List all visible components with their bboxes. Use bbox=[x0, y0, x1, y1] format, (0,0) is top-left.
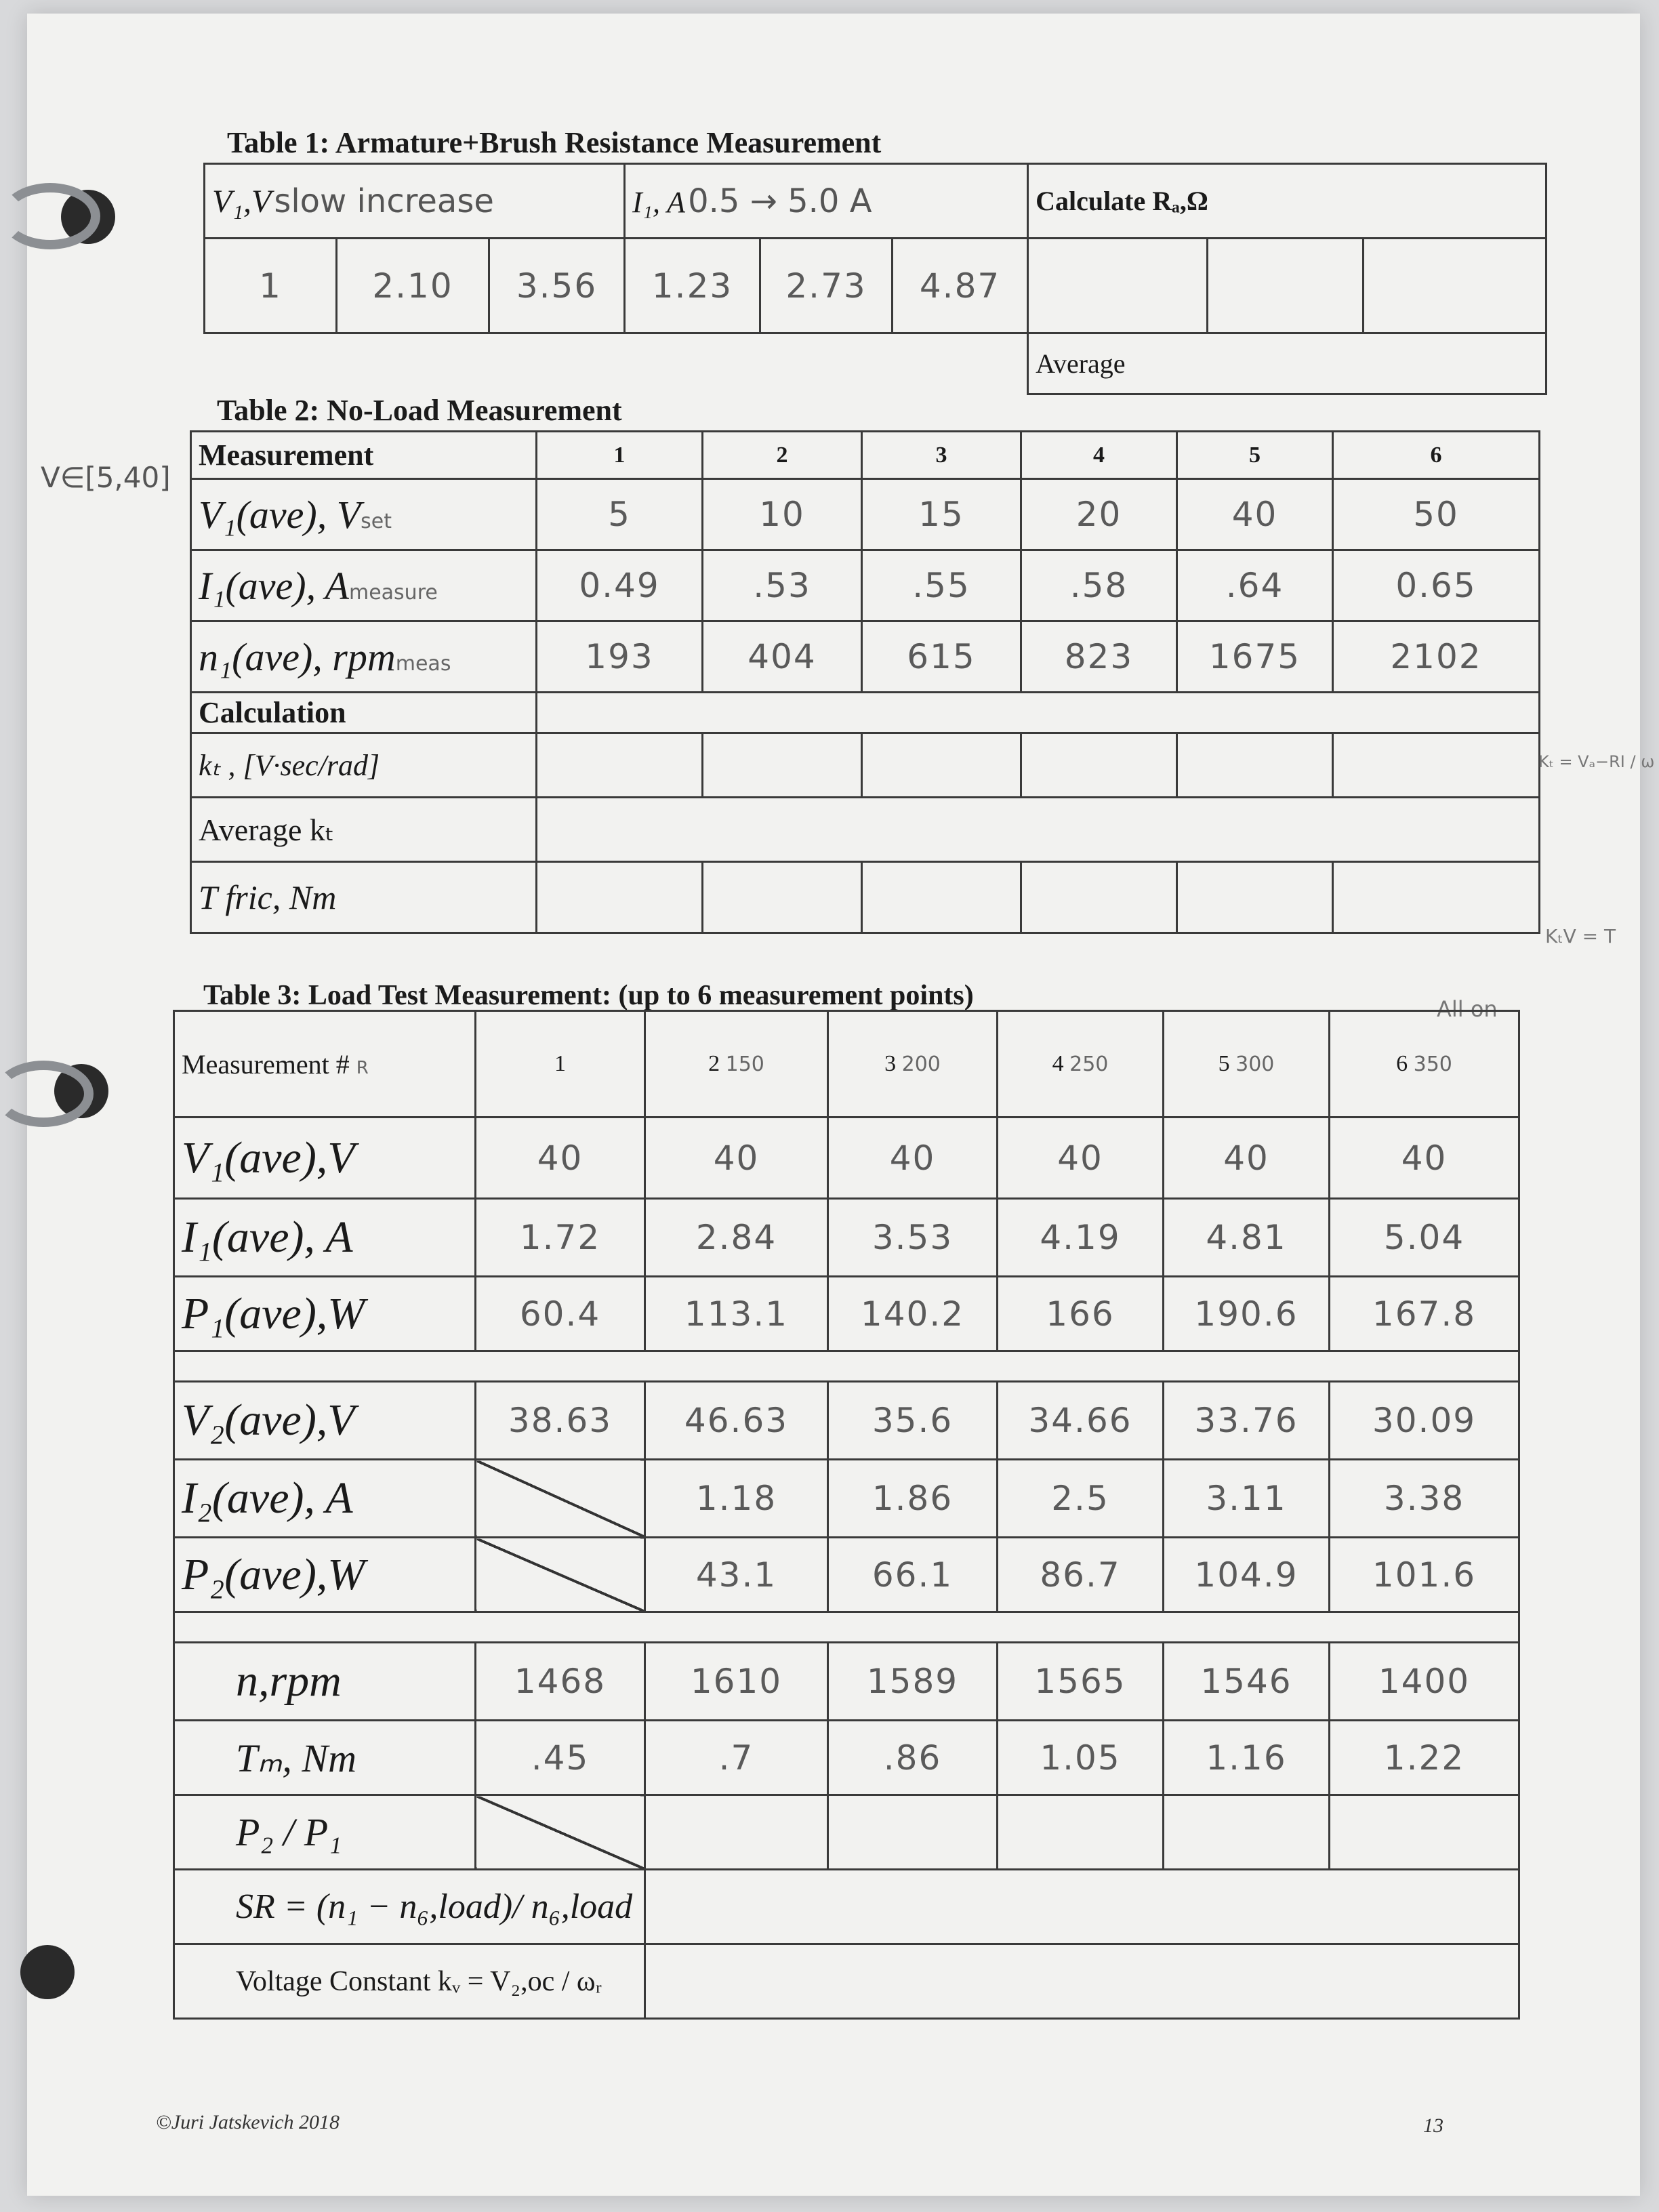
table3-kv-label: Voltage Constant kᵥ = V₂,oc / ωᵣ bbox=[174, 1944, 645, 2019]
table2-formula-note: Kₜ = Vₐ−RI / ω bbox=[1538, 752, 1655, 771]
table1-calc-cell-2 bbox=[1208, 239, 1364, 333]
table2-kt-label: kₜ , [V·sec/rad] bbox=[191, 733, 537, 798]
table2-i-3: .55 bbox=[862, 550, 1021, 621]
table3-r-2: 150 bbox=[725, 1052, 764, 1076]
table3-ratio-label: P₂ / P₁ bbox=[174, 1795, 476, 1870]
table3-p2-2: 43.1 bbox=[645, 1538, 828, 1612]
table2-n-sub: meas bbox=[395, 651, 451, 676]
table3-col-3-num: 3 bbox=[884, 1051, 897, 1076]
table2-n-1: 193 bbox=[537, 621, 703, 693]
table3-r-5: 300 bbox=[1235, 1052, 1275, 1076]
table1-i-value-3: 4.87 bbox=[893, 239, 1028, 333]
table3-n-3: 1589 bbox=[828, 1643, 998, 1721]
table3-col-1 bbox=[476, 1011, 645, 1118]
table3-v2-label: V₂(ave),V bbox=[174, 1382, 476, 1460]
table3-n-1: 1468 bbox=[476, 1643, 645, 1721]
table2-col-5: 5 bbox=[1177, 432, 1333, 479]
footer-page-number: 13 bbox=[1423, 2114, 1443, 2137]
table3-i1-label: I₁(ave), A bbox=[174, 1199, 476, 1277]
table3-p2-5: 104.9 bbox=[1164, 1538, 1330, 1612]
table1-v-value-2: 2.10 bbox=[337, 239, 489, 333]
table3-v1-5: 40 bbox=[1164, 1118, 1330, 1199]
table3-col-6-num: 6 bbox=[1396, 1051, 1408, 1076]
table1-v-header: V₁,V bbox=[212, 183, 272, 220]
table3-i2-4: 2.5 bbox=[998, 1460, 1164, 1538]
table2-kt-5 bbox=[1177, 733, 1333, 798]
table2-n-3: 615 bbox=[862, 621, 1021, 693]
binder-ring-top bbox=[0, 183, 100, 249]
table3-p1-label: P₁(ave),W bbox=[174, 1277, 476, 1351]
table2-n-4: 823 bbox=[1021, 621, 1177, 693]
table2-kt-2 bbox=[703, 733, 862, 798]
worksheet-page bbox=[27, 14, 1655, 2196]
table3-col-4-num: 4 bbox=[1052, 1051, 1064, 1076]
table3-p1-5: 190.6 bbox=[1164, 1277, 1330, 1351]
table2-n-label: n₁(ave), rpm bbox=[199, 634, 396, 679]
table2-i-4: .58 bbox=[1021, 550, 1177, 621]
table3-col-6 bbox=[1330, 1011, 1519, 1118]
table3-i1-3: 3.53 bbox=[828, 1199, 998, 1277]
table3-tm-2: .7 bbox=[645, 1721, 828, 1795]
table3-i2-3: 1.86 bbox=[828, 1460, 998, 1538]
table3-r-6: 350 bbox=[1413, 1052, 1452, 1076]
table3-p2-4: 86.7 bbox=[998, 1538, 1164, 1612]
table3-p2-label: P₂(ave),W bbox=[174, 1538, 476, 1612]
table2-v-6: 50 bbox=[1333, 479, 1540, 550]
table2-v-4: 20 bbox=[1021, 479, 1177, 550]
table2-n-2: 404 bbox=[703, 621, 862, 693]
table3-measurement-text: Measurement # bbox=[182, 1048, 350, 1080]
table1-i-value-2: 2.73 bbox=[760, 239, 893, 333]
table1-calc-header-cell bbox=[1028, 164, 1547, 239]
table1-empty-cell bbox=[205, 333, 1028, 394]
table2-i-label: I₁(ave), A bbox=[199, 563, 349, 608]
table2-kt-3 bbox=[862, 733, 1021, 798]
table3-n-4: 1565 bbox=[998, 1643, 1164, 1721]
table2-i-6: 0.65 bbox=[1333, 550, 1540, 621]
table3-v1-1: 40 bbox=[476, 1118, 645, 1199]
table3-sr-value bbox=[645, 1870, 1519, 1944]
table2-avg-kt-label: Average kₜ bbox=[191, 798, 537, 862]
table3-n-6: 1400 bbox=[1330, 1643, 1519, 1721]
table2-v-1: 5 bbox=[537, 479, 703, 550]
table1-calc-cell-1 bbox=[1028, 239, 1208, 333]
table3-i1-1: 1.72 bbox=[476, 1199, 645, 1277]
table3-v1-2: 40 bbox=[645, 1118, 828, 1199]
table2-n-label-cell bbox=[191, 621, 537, 693]
table3-p1-2: 113.1 bbox=[645, 1277, 828, 1351]
table1-i-header: I₁, A bbox=[632, 185, 686, 219]
table1-i-header-cell bbox=[625, 164, 1028, 239]
table3-tm-label: Tₘ, Nm bbox=[174, 1721, 476, 1795]
table1-i-note: 0.5 → 5.0 A bbox=[688, 182, 872, 220]
table3-col-1-num: 1 bbox=[554, 1051, 566, 1076]
table2-tfric-1 bbox=[537, 862, 703, 933]
table2 bbox=[190, 430, 1540, 934]
table3-v2-3: 35.6 bbox=[828, 1382, 998, 1460]
table2-i-1: 0.49 bbox=[537, 550, 703, 621]
table2-kt-4 bbox=[1021, 733, 1177, 798]
table1-v-note: slow increase bbox=[274, 182, 494, 220]
table3-p2-1-crossed bbox=[476, 1538, 645, 1612]
table1 bbox=[203, 163, 1547, 395]
table3-ratio-4 bbox=[998, 1795, 1164, 1870]
table1-calc-header: Calculate Rₐ,Ω bbox=[1036, 186, 1208, 216]
table2-tfric-5 bbox=[1177, 862, 1333, 933]
table2-v-3: 15 bbox=[862, 479, 1021, 550]
table3-v1-3: 40 bbox=[828, 1118, 998, 1199]
table3-ratio-6 bbox=[1330, 1795, 1519, 1870]
table3-measurement-label bbox=[174, 1011, 476, 1118]
table3-caption: Table 3: Load Test Measurement: (up to 6 measurement points) bbox=[203, 980, 974, 1011]
table2-col-3: 3 bbox=[862, 432, 1021, 479]
table3-ratio-5 bbox=[1164, 1795, 1330, 1870]
table2-formula-note-2: KₜV = T bbox=[1545, 925, 1616, 947]
table3-i1-5: 4.81 bbox=[1164, 1199, 1330, 1277]
table2-tfric-2 bbox=[703, 862, 862, 933]
table3-spacer-1 bbox=[174, 1351, 1519, 1382]
table3-v1-4: 40 bbox=[998, 1118, 1164, 1199]
table3-ratio-3 bbox=[828, 1795, 998, 1870]
table3-r-3: 200 bbox=[901, 1052, 941, 1076]
table3-col-5 bbox=[1164, 1011, 1330, 1118]
table2-n-5: 1675 bbox=[1177, 621, 1333, 693]
table2-tfric-4 bbox=[1021, 862, 1177, 933]
table3-tm-1: .45 bbox=[476, 1721, 645, 1795]
table3-p2-6: 101.6 bbox=[1330, 1538, 1519, 1612]
table3-p1-3: 140.2 bbox=[828, 1277, 998, 1351]
table3-ratio-2 bbox=[645, 1795, 828, 1870]
table2-i-2: .53 bbox=[703, 550, 862, 621]
table1-v-value-1: 1 bbox=[205, 239, 337, 333]
table3-n-label: n,rpm bbox=[174, 1643, 476, 1721]
table2-kt-6 bbox=[1333, 733, 1540, 798]
table2-calculation-label: Calculation bbox=[191, 693, 537, 733]
table1-average-label: Average bbox=[1028, 333, 1547, 394]
table2-tfric-label: T fric, Nm bbox=[191, 862, 537, 933]
table3-i2-6: 3.38 bbox=[1330, 1460, 1519, 1538]
footer-copyright: ©Juri Jatskevich 2018 bbox=[156, 2111, 340, 2133]
table2-v-sub: set bbox=[361, 509, 392, 533]
table3-v2-6: 30.09 bbox=[1330, 1382, 1519, 1460]
binder-hole-bottom bbox=[20, 1945, 75, 1999]
table2-measurement-label: Measurement bbox=[191, 432, 537, 479]
table2-col-1: 1 bbox=[537, 432, 703, 479]
table3-i2-2: 1.18 bbox=[645, 1460, 828, 1538]
table2-v-2: 10 bbox=[703, 479, 862, 550]
table2-col-6: 6 bbox=[1333, 432, 1540, 479]
table1-v-header-cell bbox=[205, 164, 625, 239]
table2-i-label-cell bbox=[191, 550, 537, 621]
table3-spacer-2 bbox=[174, 1612, 1519, 1643]
table2-tfric-6 bbox=[1333, 862, 1540, 933]
table3-tm-5: 1.16 bbox=[1164, 1721, 1330, 1795]
table1-caption: Table 1: Armature+Brush Resistance Measurement bbox=[227, 126, 882, 159]
table3-r-label: R bbox=[356, 1057, 369, 1078]
table3-tm-3: .86 bbox=[828, 1721, 998, 1795]
table2-caption: Table 2: No-Load Measurement bbox=[217, 394, 622, 427]
table3-i1-2: 2.84 bbox=[645, 1199, 828, 1277]
table3-col-4 bbox=[998, 1011, 1164, 1118]
table3-p1-6: 167.8 bbox=[1330, 1277, 1519, 1351]
table3-p2-3: 66.1 bbox=[828, 1538, 998, 1612]
table2-avg-kt-value bbox=[537, 798, 1540, 862]
table2-kt-1 bbox=[537, 733, 703, 798]
table2-v-label-cell bbox=[191, 479, 537, 550]
table3-i1-6: 5.04 bbox=[1330, 1199, 1519, 1277]
table3-n-2: 1610 bbox=[645, 1643, 828, 1721]
table3-kv-value bbox=[645, 1944, 1519, 2019]
table1-i-value-1: 1.23 bbox=[625, 239, 760, 333]
table3-col-2 bbox=[645, 1011, 828, 1118]
table3-tm-4: 1.05 bbox=[998, 1721, 1164, 1795]
table3-v2-2: 46.63 bbox=[645, 1382, 828, 1460]
table3-n-5: 1546 bbox=[1164, 1643, 1330, 1721]
table1-calc-cell-3 bbox=[1364, 239, 1547, 333]
table3-col-3 bbox=[828, 1011, 998, 1118]
table2-i-sub: measure bbox=[348, 580, 438, 605]
table2-n-6: 2102 bbox=[1333, 621, 1540, 693]
table1-v-value-3: 3.56 bbox=[489, 239, 625, 333]
table3-v1-label: V₁(ave),V bbox=[174, 1118, 476, 1199]
table3-all-on-note: All on bbox=[1437, 996, 1498, 1022]
table3-p1-1: 60.4 bbox=[476, 1277, 645, 1351]
table3-r-4: 250 bbox=[1069, 1052, 1109, 1076]
table2-v-5: 40 bbox=[1177, 479, 1333, 550]
table3-col-2-num: 2 bbox=[708, 1051, 720, 1076]
table3-i1-4: 4.19 bbox=[998, 1199, 1164, 1277]
table3 bbox=[173, 1010, 1520, 2020]
table3-i2-5: 3.11 bbox=[1164, 1460, 1330, 1538]
table3-v2-5: 33.76 bbox=[1164, 1382, 1330, 1460]
table3-ratio-1-crossed bbox=[476, 1795, 645, 1870]
table3-v1-6: 40 bbox=[1330, 1118, 1519, 1199]
table2-col-4: 4 bbox=[1021, 432, 1177, 479]
table2-side-note: V∈[5,40] bbox=[41, 461, 171, 494]
table3-i2-1-crossed bbox=[476, 1460, 645, 1538]
table3-col-5-num: 5 bbox=[1218, 1051, 1230, 1076]
table3-sr-label: SR = (n₁ − n₆,load)/ n₆,load bbox=[174, 1870, 645, 1944]
table3-i2-label: I₂(ave), A bbox=[174, 1460, 476, 1538]
table2-i-5: .64 bbox=[1177, 550, 1333, 621]
table2-col-2: 2 bbox=[703, 432, 862, 479]
table2-tfric-3 bbox=[862, 862, 1021, 933]
table3-p1-4: 166 bbox=[998, 1277, 1164, 1351]
table3-v2-1: 38.63 bbox=[476, 1382, 645, 1460]
table2-v-label: V₁(ave), V bbox=[199, 492, 361, 537]
table2-calculation-span bbox=[537, 693, 1540, 733]
table3-tm-6: 1.22 bbox=[1330, 1721, 1519, 1795]
table3-v2-4: 34.66 bbox=[998, 1382, 1164, 1460]
